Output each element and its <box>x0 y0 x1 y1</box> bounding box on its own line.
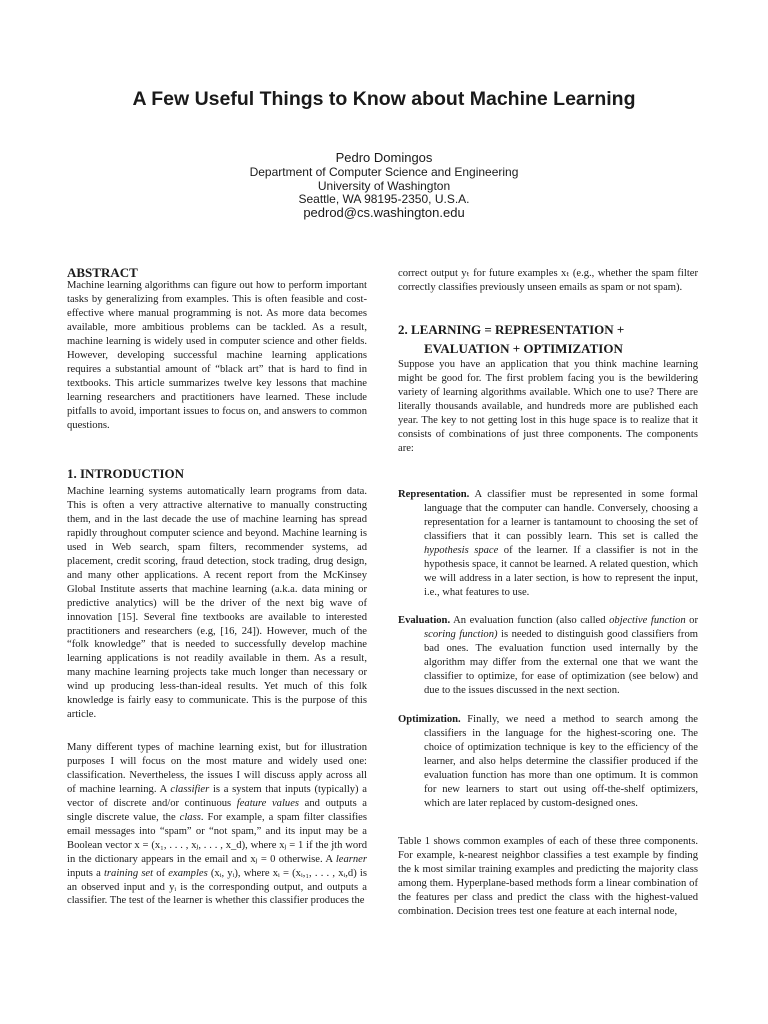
abstract-heading: ABSTRACT <box>67 265 138 280</box>
intro-heading: 1. INTRODUCTION <box>67 466 185 481</box>
section2-paragraph-2: Table 1 shows common examples of each of these three components. For example, k-nearest neighbor classifies a test example by finding the k most similar training examples and predicting the majority class among them. Hyperplane-based methods form a linear combination of the features per class and predict the class with the highest-valued combination. Decision trees test one feature at each internal node, <box>398 836 698 917</box>
section2-heading-line2: EVALUATION + OPTIMIZATION <box>424 341 623 356</box>
author-name: Pedro Domingos <box>335 150 433 165</box>
intro-paragraph-2: Many different types of machine learning exist, but for illustration purposes I will focus on the most mature and widely used one: classification. Nevertheless, the issues I will discuss apply across all of machine learning. A classifier is a system that inputs (typically) a vector of discrete and/or continuous feature values and outputs a single discrete value, the class. For example, a spam filter classifies email messages into “spam” or “not spam,” and its input may be a Boolean vector x = (x₁, . . . , xⱼ, . . . , x_d), where xⱼ = 1 if the jth word in the dictionary appears in the email and xⱼ = 0 otherwise. A learner inputs a training set of examples (xᵢ, yᵢ), where xᵢ = (xᵢ,₁, . . . , xᵢ,d) is an observed input and yᵢ is the corresponding output, and outputs a classifier. The test of the learner is whether this classifier produces the <box>67 742 367 907</box>
intro-paragraph-1: Machine learning systems automatically learn programs from data. This is often a very attractive alternative to manually constructing them, and in the last decade the use of machine learning has spread rapidly throughout computer science and beyond. Machine learning is used in Web search, spam filters, recommender systems, ad placement, credit scoring, fraud detection, stock trading, drug design, and many other applications. A recent report from the McKinsey Global Institute asserts that machine learning (a.k.a. data mining or predictive analytics) will be the driver of the next big wave of innovation [15]. Several fine textbooks are available to interested practitioners and researchers (e.g, [16, 24]). However, much of the “folk knowledge” that is needed to successfully develop machine learning applications is not readily available in them. As a result, many machine learning projects take much longer than necessary or wind up producing less-than-ideal results. Yet much of this folk knowledge is fairly easy to communicate. This is the purpose of this article. <box>67 486 367 721</box>
author-address: Seattle, WA 98195-2350, U.S.A. <box>298 192 470 206</box>
item-representation: Representation. A classifier must be represented in some formal language that the computer can handle. Conversely, choosing a representation for a learner is tantamount to choosing the set of classifiers that it can possibly learn. This set is called the hypothesis space of the learner. If a classifier is not in the hypothesis space, it cannot be learned. A related question, which we will address in a later section, is how to represent the input, i.e., what features to use. <box>398 489 698 598</box>
continued-text: correct output yₜ for future examples xₜ (e.g., whether the spam filter correctly classifies previously unseen emails as spam or not spam). <box>398 268 698 293</box>
item-optimization: Optimization. Finally, we need a method to search among the classifiers in the language for the highest-scoring one. The choice of optimization technique is key to the efficiency of the learner, and also helps determine the classifier produced if the evaluation function has more than one optimum. It is common for new learners to start out using off-the-shelf optimizers, which are later replaced by custom-designed ones. <box>398 714 698 809</box>
section2-paragraph-1: Suppose you have an application that you think machine learning might be good for. The first problem facing you is the bewildering variety of learning algorithms available. Which one to use? There are literally thousands available, and hundreds more are published each year. The key to not getting lost in this huge space is to realize that it consists of combinations of just three components. The components are: <box>398 359 698 454</box>
author-email: pedrod@cs.washington.edu <box>303 205 465 220</box>
item-evaluation: Evaluation. An evaluation function (also called objective function or scoring function) is needed to distinguish good classifiers from bad ones. The evaluation function used internally by the algorithm may differ from the external one that we want the classifier to optimize, for ease of optimization (see below) and due to the issues discussed in the next section. <box>398 615 699 696</box>
paper-title: A Few Useful Things to Know about Machine Learning <box>132 88 636 110</box>
author-university: University of Washington <box>317 179 451 193</box>
section2-heading-line1: 2. LEARNING = REPRESENTATION + <box>398 322 625 337</box>
abstract-text: Machine learning algorithms can figure out how to perform important tasks by generalizing from examples. This is often feasible and cost-effective where manual programming is not. As more data becomes available, more ambitious problems can be tackled. As a result, machine learning is widely used in computer science and other fields. However, developing successful machine learning applications requires a substantial amount of “black art” that is hard to find in textbooks. This article summarizes twelve key lessons that machine learning researchers and practitioners have learned. These include pitfalls to avoid, important issues to focus on, and answers to common questions. <box>67 280 367 431</box>
author-department: Department of Computer Science and Engineering <box>249 165 519 179</box>
